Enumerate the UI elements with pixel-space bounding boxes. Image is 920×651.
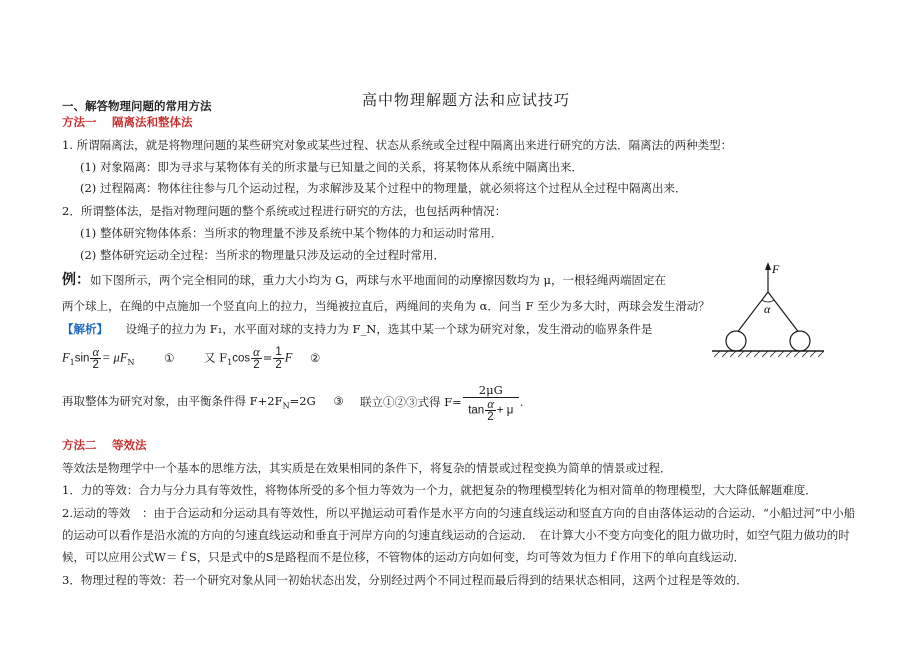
right-ball [790,331,810,351]
m1-paragraph-1: 1. 所谓隔离法，就是将物理问题的某些研究对象或某些过程、状态从系统或全过程中隔离出来进行研究的方法．隔离法的两种类型： [62,138,733,152]
m1-paragraph-1-1: (1) 对象隔离：即为寻求与某物体有关的所求量与已知量之间的关系，将某物体从系统中隔离出来． [80,160,583,174]
m2-paragraph-2b: 的运动可以看作是沿水流的方向的匀速直线运动和垂直于河岸方向的匀速直线运动的合运动． 在计算大小不变方向变化的阻力做功时，如空气阻力做功的时 [62,528,850,542]
m1-paragraph-2-1: (1) 整体研究物体体系：当所求的物理量不涉及系统中某个物体的力和运动时常用． [80,226,503,240]
m2-paragraph-3: 3．物理过程的等效：若一个研究对象从同一初始状态出发，分别经过两个不同过程而最后得到的结果状态相同，这两个过程是等效的． [62,573,748,587]
equation-2: 又 $F_1\cos$ $\frac{\alpha}{2}$ = $\frac{1}{2}$ F ② [204,345,321,371]
m1-paragraph-2-2: (2) 整体研究运动全过程：当所求的物理量只涉及运动的全过程时常用． [80,248,445,262]
method-1-heading: 方法一 隔离法和整体法 [62,115,193,129]
equation-3: 再取整体为研究对象，由平衡条件得 $F+2F_N=2G$ ③ [62,394,344,411]
example-text-2: 两个球上，在绳的中点施加一个竖直向上的拉力，当绳被拉直后，两绳间的夹角为 α．问当 F 至少为多大时，两球会发生滑动？ [62,299,710,313]
analysis-text: 设绳子的拉力为 F₁，水平面对球的支持力为 F_N，选其中某一个球为研究对象，发生滑动的临界条件是 [125,322,653,336]
eq4-fraction: 2μG tan $\frac{\alpha}{2}$ + μ [463,383,519,423]
left-ball [726,331,746,351]
force-label: F [772,262,780,276]
analysis-line [62,321,652,337]
m2-paragraph-2c: 候，可以应用公式W＝ｆS，只是式中的S是路程而不是位移，不管物体的运动方向如何变，均可等效为恒力ｆ作用下的单向直线运动． [62,550,746,564]
eq2-fraction-2: $\frac{1}{2}$ [275,346,282,371]
analysis-label: 【解析】 [62,322,108,336]
method-2-heading: 方法二 等效法 [62,438,147,452]
eq1-fraction: $\frac{\alpha}{2}$ [92,345,99,371]
two-balls-figure [708,258,828,368]
m2-paragraph-2a: 2.运动的等效 ：由于合运动和分运动具有等效性，所以平抛运动可看作是水平方向的匀速直线运动和竖直方向的自由落体运动的合运动．“小船过河”中小船 [62,506,856,520]
page-title: 高中物理解题方法和应试技巧 [362,91,571,109]
m2-paragraph-0: 等效法是物理学中一个基本的思维方法，其实质是在效果相同的条件下，将复杂的情景或过程变换为简单的情景或过程． [62,461,672,475]
example-text-1: 如下图所示，两个完全相同的球，重力大小均为 G，两球与水平地面间的动摩擦因数均为 μ，一根轻绳两端固定在 [90,273,666,287]
eq2-fraction-1: $\frac{\alpha}{2}$ [253,345,260,371]
m2-paragraph-1: 1．力的等效：合力与分力具有等效性，将物体所受的多个恒力等效为一个力，就把复杂的物理模型转化为相对简单的物理模型，大大降低解题难度． [62,483,817,497]
equation-1: $F_1\sin$ $\frac{\alpha}{2}$ = $\mu F_N$ ① [62,345,175,371]
ground-hatch [714,351,824,357]
example-line-1 [62,272,666,288]
section-1-heading: 一、解答物理问题的常用方法 [62,99,212,113]
m1-paragraph-1-2: (2) 过程隔离：物体往往参与几个运动过程，为求解涉及某个过程中的物理量，就必须将这个过程从全过程中隔离出来． [80,181,687,195]
eq1-tag: ① [164,350,175,365]
right-rope [768,292,800,334]
angle-label: α [764,302,771,316]
force-arrowhead [765,262,771,270]
m1-paragraph-2: 2．所谓整体法，是指对物理问题的整个系统或过程进行研究的方法，也包括两种情况： [62,204,507,218]
example-label: 例： [62,272,90,288]
equation-4: 联立①②③式得 F= 2μG tan $\frac{\alpha}{2}$ + μ . [360,383,524,423]
eq3-tag: ③ [333,394,344,408]
eq2-tag: ② [310,350,321,365]
